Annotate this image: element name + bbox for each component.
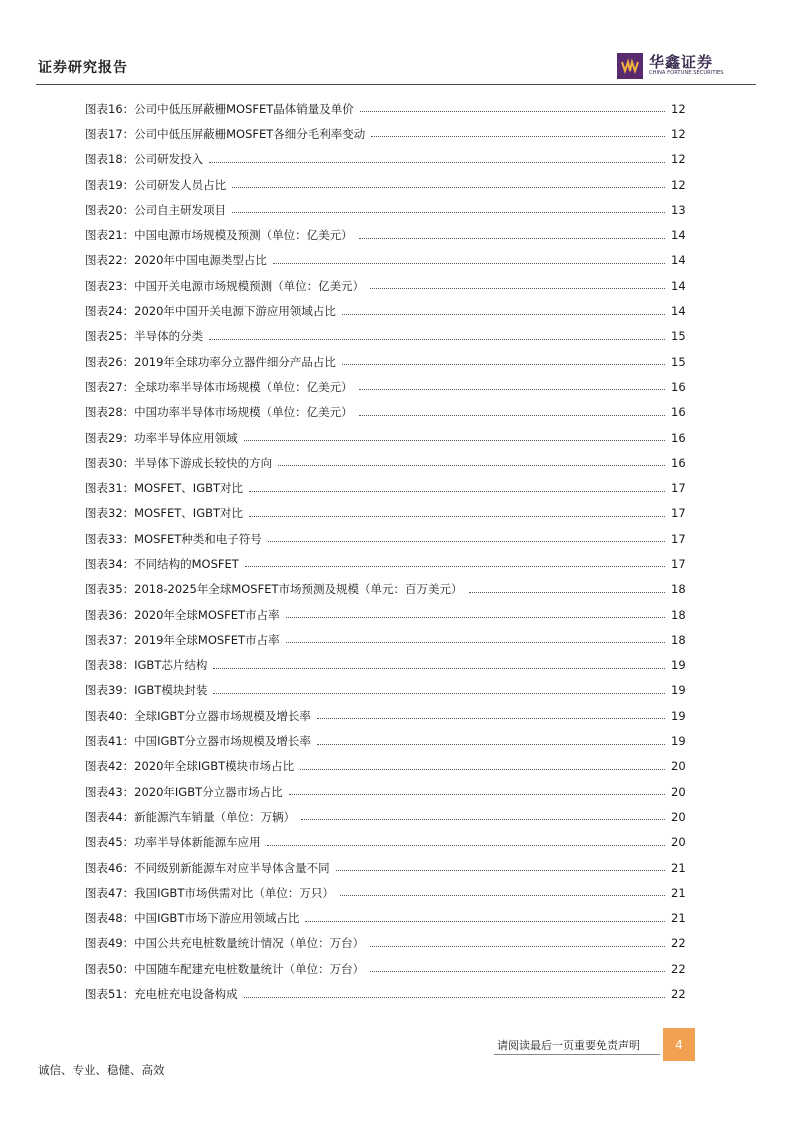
toc-entry-page: 22 xyxy=(671,961,686,976)
toc-entry-page: 21 xyxy=(671,860,686,875)
toc-leader-dots xyxy=(300,769,665,770)
toc-entry-label: 图表29：功率半导体应用领域 xyxy=(85,430,238,445)
toc-entry-page: 20 xyxy=(671,835,686,850)
toc-entry-label: 图表34：不同结构的MOSFET xyxy=(85,556,239,571)
toc-entry-label: 图表33：MOSFET种类和电子符号 xyxy=(85,531,262,546)
toc-entry[interactable] xyxy=(85,222,685,247)
toc-entry-label: 图表51：充电桩充电设备构成 xyxy=(85,987,238,1002)
toc-entry-page: 15 xyxy=(671,354,686,369)
report-type-title: 证券研究报告 xyxy=(38,60,128,76)
toc-entry-page: 20 xyxy=(671,759,686,774)
toc-entry-label: 图表31：MOSFET、IGBT对比 xyxy=(85,481,244,496)
toc-leader-dots xyxy=(370,971,665,972)
toc-entry[interactable] xyxy=(85,653,685,678)
toc-entry[interactable] xyxy=(85,931,685,956)
toc-entry[interactable] xyxy=(85,804,685,829)
toc-entry-page: 14 xyxy=(671,253,686,268)
toc-leader-dots xyxy=(213,693,665,694)
toc-entry[interactable] xyxy=(85,121,685,146)
toc-entry[interactable] xyxy=(85,906,685,931)
toc-leader-dots xyxy=(370,288,665,289)
toc-entry[interactable] xyxy=(85,248,685,273)
toc-leader-dots xyxy=(359,415,665,416)
toc-entry-label: 图表41：中国IGBT分立器市场规模及增长率 xyxy=(85,734,311,749)
toc-entry-page: 22 xyxy=(671,987,686,1002)
toc-entry-label: 图表30：半导体下游成长较快的方向 xyxy=(85,455,273,470)
toc-leader-dots xyxy=(273,263,665,264)
toc-leader-dots xyxy=(249,491,665,492)
toc-entry-page: 17 xyxy=(671,506,686,521)
toc-entry-label: 图表50：中国随车配建充电桩数量统计（单位：万台） xyxy=(85,961,365,976)
toc-entry[interactable] xyxy=(85,374,685,399)
toc-entry-page: 12 xyxy=(671,177,686,192)
toc-entry-page: 12 xyxy=(671,101,686,116)
toc-entry-page: 19 xyxy=(671,708,686,723)
toc-entry-label: 图表35：2018-2025年全球MOSFET市场预测及规模（单元：百万美元） xyxy=(85,582,463,597)
toc-entry-label: 图表39：IGBT模块封装 xyxy=(85,683,208,698)
toc-entry-label: 图表37：2019年全球MOSFET市占率 xyxy=(85,632,280,647)
toc-entry[interactable] xyxy=(85,779,685,804)
toc-entry-label: 图表48：中国IGBT市场下游应用领域占比 xyxy=(85,911,300,926)
toc-entry-page: 17 xyxy=(671,481,686,496)
brand-mark-icon xyxy=(617,53,643,79)
brand-name-cn: 华鑫证券 xyxy=(649,53,714,71)
toc-leader-dots xyxy=(278,465,665,466)
disclaimer-notice: 请阅读最后一页重要免责声明 xyxy=(497,1039,640,1052)
toc-entry[interactable] xyxy=(85,450,685,475)
toc-leader-dots xyxy=(371,136,665,137)
company-motto: 诚信、专业、稳健、高效 xyxy=(38,1063,165,1077)
toc-entry[interactable] xyxy=(85,96,685,121)
toc-entry-page: 16 xyxy=(671,430,686,445)
toc-entry[interactable] xyxy=(85,956,685,981)
toc-leader-dots xyxy=(317,718,665,719)
toc-leader-dots xyxy=(359,238,665,239)
toc-leader-dots xyxy=(232,212,665,213)
toc-leader-dots xyxy=(244,997,665,998)
toc-entry-page: 12 xyxy=(671,126,686,141)
toc-entry-page: 15 xyxy=(671,329,686,344)
toc-entry-label: 图表46：不同级别新能源车对应半导体含量不同 xyxy=(85,860,330,875)
toc-entry-label: 图表44：新能源汽车销量（单位：万辆） xyxy=(85,809,296,824)
toc-entry[interactable] xyxy=(85,577,685,602)
toc-entry[interactable] xyxy=(85,754,685,779)
header-divider xyxy=(36,84,756,85)
toc-entry-page: 22 xyxy=(671,936,686,951)
toc-entry-label: 图表42：2020年全球IGBT模块市场占比 xyxy=(85,759,295,774)
toc-leader-dots xyxy=(244,440,665,441)
toc-entry-page: 18 xyxy=(671,607,686,622)
toc-leader-dots xyxy=(342,314,665,315)
toc-entry-page: 16 xyxy=(671,405,686,420)
toc-entry[interactable] xyxy=(85,728,685,753)
toc-entry-page: 18 xyxy=(671,582,686,597)
toc-entry[interactable] xyxy=(85,602,685,627)
toc-leader-dots xyxy=(305,921,665,922)
toc-entry[interactable] xyxy=(85,855,685,880)
toc-leader-dots xyxy=(370,946,665,947)
toc-leader-dots xyxy=(359,389,665,390)
toc-entry[interactable] xyxy=(85,526,685,551)
toc-entry-page: 16 xyxy=(671,455,686,470)
toc-entry-label: 图表16：公司中低压屏蔽栅MOSFET晶体销量及单价 xyxy=(85,101,354,116)
toc-entry[interactable] xyxy=(85,349,685,374)
toc-entry-page: 19 xyxy=(671,734,686,749)
toc-leader-dots xyxy=(286,642,665,643)
table-of-figures xyxy=(85,96,685,1007)
toc-leader-dots xyxy=(267,845,665,846)
toc-entry[interactable] xyxy=(85,880,685,905)
toc-entry-page: 13 xyxy=(671,202,686,217)
page-number: 4 xyxy=(663,1028,695,1061)
brand-name-en: CHINA FORTUNE SECURITIES xyxy=(649,70,724,76)
toc-entry[interactable] xyxy=(85,400,685,425)
toc-entry[interactable] xyxy=(85,425,685,450)
toc-leader-dots xyxy=(209,339,665,340)
toc-entry-label: 图表23：中国开关电源市场规模预测（单位：亿美元） xyxy=(85,278,365,293)
toc-entry[interactable] xyxy=(85,475,685,500)
toc-entry[interactable] xyxy=(85,147,685,172)
toc-entry-page: 17 xyxy=(671,556,686,571)
toc-entry-page: 14 xyxy=(671,228,686,243)
toc-entry-label: 图表47：我国IGBT市场供需对比（单位：万只） xyxy=(85,885,334,900)
toc-entry-page: 16 xyxy=(671,379,686,394)
toc-entry-label: 图表49：中国公共充电桩数量统计情况（单位：万台） xyxy=(85,936,365,951)
toc-entry[interactable] xyxy=(85,273,685,298)
toc-entry[interactable] xyxy=(85,627,685,652)
toc-entry-page: 20 xyxy=(671,784,686,799)
toc-entry-label: 图表22：2020年中国电源类型占比 xyxy=(85,253,267,268)
toc-entry-page: 19 xyxy=(671,658,686,673)
toc-entry[interactable] xyxy=(85,324,685,349)
toc-entry[interactable] xyxy=(85,703,685,728)
toc-leader-dots xyxy=(268,541,665,542)
toc-leader-dots xyxy=(209,162,665,163)
toc-entry[interactable] xyxy=(85,197,685,222)
toc-entry-label: 图表32：MOSFET、IGBT对比 xyxy=(85,506,244,521)
toc-entry-page: 18 xyxy=(671,632,686,647)
toc-entry-label: 图表19：公司研发人员占比 xyxy=(85,177,227,192)
disclaimer-underline xyxy=(494,1054,660,1055)
toc-leader-dots xyxy=(232,187,665,188)
toc-leader-dots xyxy=(317,744,665,745)
toc-entry-page: 14 xyxy=(671,304,686,319)
toc-entry[interactable] xyxy=(85,501,685,526)
toc-entry-page: 19 xyxy=(671,683,686,698)
toc-entry-label: 图表36：2020年全球MOSFET市占率 xyxy=(85,607,280,622)
toc-entry-label: 图表17：公司中低压屏蔽栅MOSFET各细分毛利率变动 xyxy=(85,126,366,141)
toc-leader-dots xyxy=(289,794,665,795)
toc-entry-label: 图表40：全球IGBT分立器市场规模及增长率 xyxy=(85,708,311,723)
toc-leader-dots xyxy=(469,592,666,593)
toc-entry-label: 图表20：公司自主研发项目 xyxy=(85,202,227,217)
toc-entry-page: 14 xyxy=(671,278,686,293)
toc-entry-page: 21 xyxy=(671,885,686,900)
toc-leader-dots xyxy=(336,870,665,871)
toc-entry-label: 图表43：2020年IGBT分立器市场占比 xyxy=(85,784,283,799)
toc-leader-dots xyxy=(213,668,665,669)
brand-logo xyxy=(617,51,727,79)
toc-entry[interactable] xyxy=(85,830,685,855)
toc-entry-label: 图表25：半导体的分类 xyxy=(85,329,204,344)
toc-entry-label: 图表21：中国电源市场规模及预测（单位：亿美元） xyxy=(85,228,353,243)
toc-entry-page: 12 xyxy=(671,152,686,167)
toc-leader-dots xyxy=(249,516,665,517)
toc-entry[interactable] xyxy=(85,981,685,1006)
toc-entry-page: 20 xyxy=(671,809,686,824)
toc-entry-page: 21 xyxy=(671,911,686,926)
toc-entry-label: 图表38：IGBT芯片结构 xyxy=(85,658,208,673)
toc-entry-label: 图表28：中国功率半导体市场规模（单位：亿美元） xyxy=(85,405,353,420)
toc-leader-dots xyxy=(245,566,665,567)
toc-leader-dots xyxy=(360,111,665,112)
toc-entry-page: 17 xyxy=(671,531,686,546)
toc-leader-dots xyxy=(286,617,665,618)
toc-entry-label: 图表26：2019年全球功率分立器件细分产品占比 xyxy=(85,354,336,369)
toc-leader-dots xyxy=(301,819,665,820)
toc-leader-dots xyxy=(340,895,665,896)
toc-leader-dots xyxy=(342,364,665,365)
toc-entry[interactable] xyxy=(85,298,685,323)
toc-entry-label: 图表24：2020年中国开关电源下游应用领域占比 xyxy=(85,304,336,319)
toc-entry-label: 图表45：功率半导体新能源车应用 xyxy=(85,835,261,850)
toc-entry[interactable] xyxy=(85,551,685,576)
toc-entry-label: 图表27：全球功率半导体市场规模（单位：亿美元） xyxy=(85,379,353,394)
toc-entry[interactable] xyxy=(85,678,685,703)
toc-entry-label: 图表18：公司研发投入 xyxy=(85,152,204,167)
toc-entry[interactable] xyxy=(85,172,685,197)
